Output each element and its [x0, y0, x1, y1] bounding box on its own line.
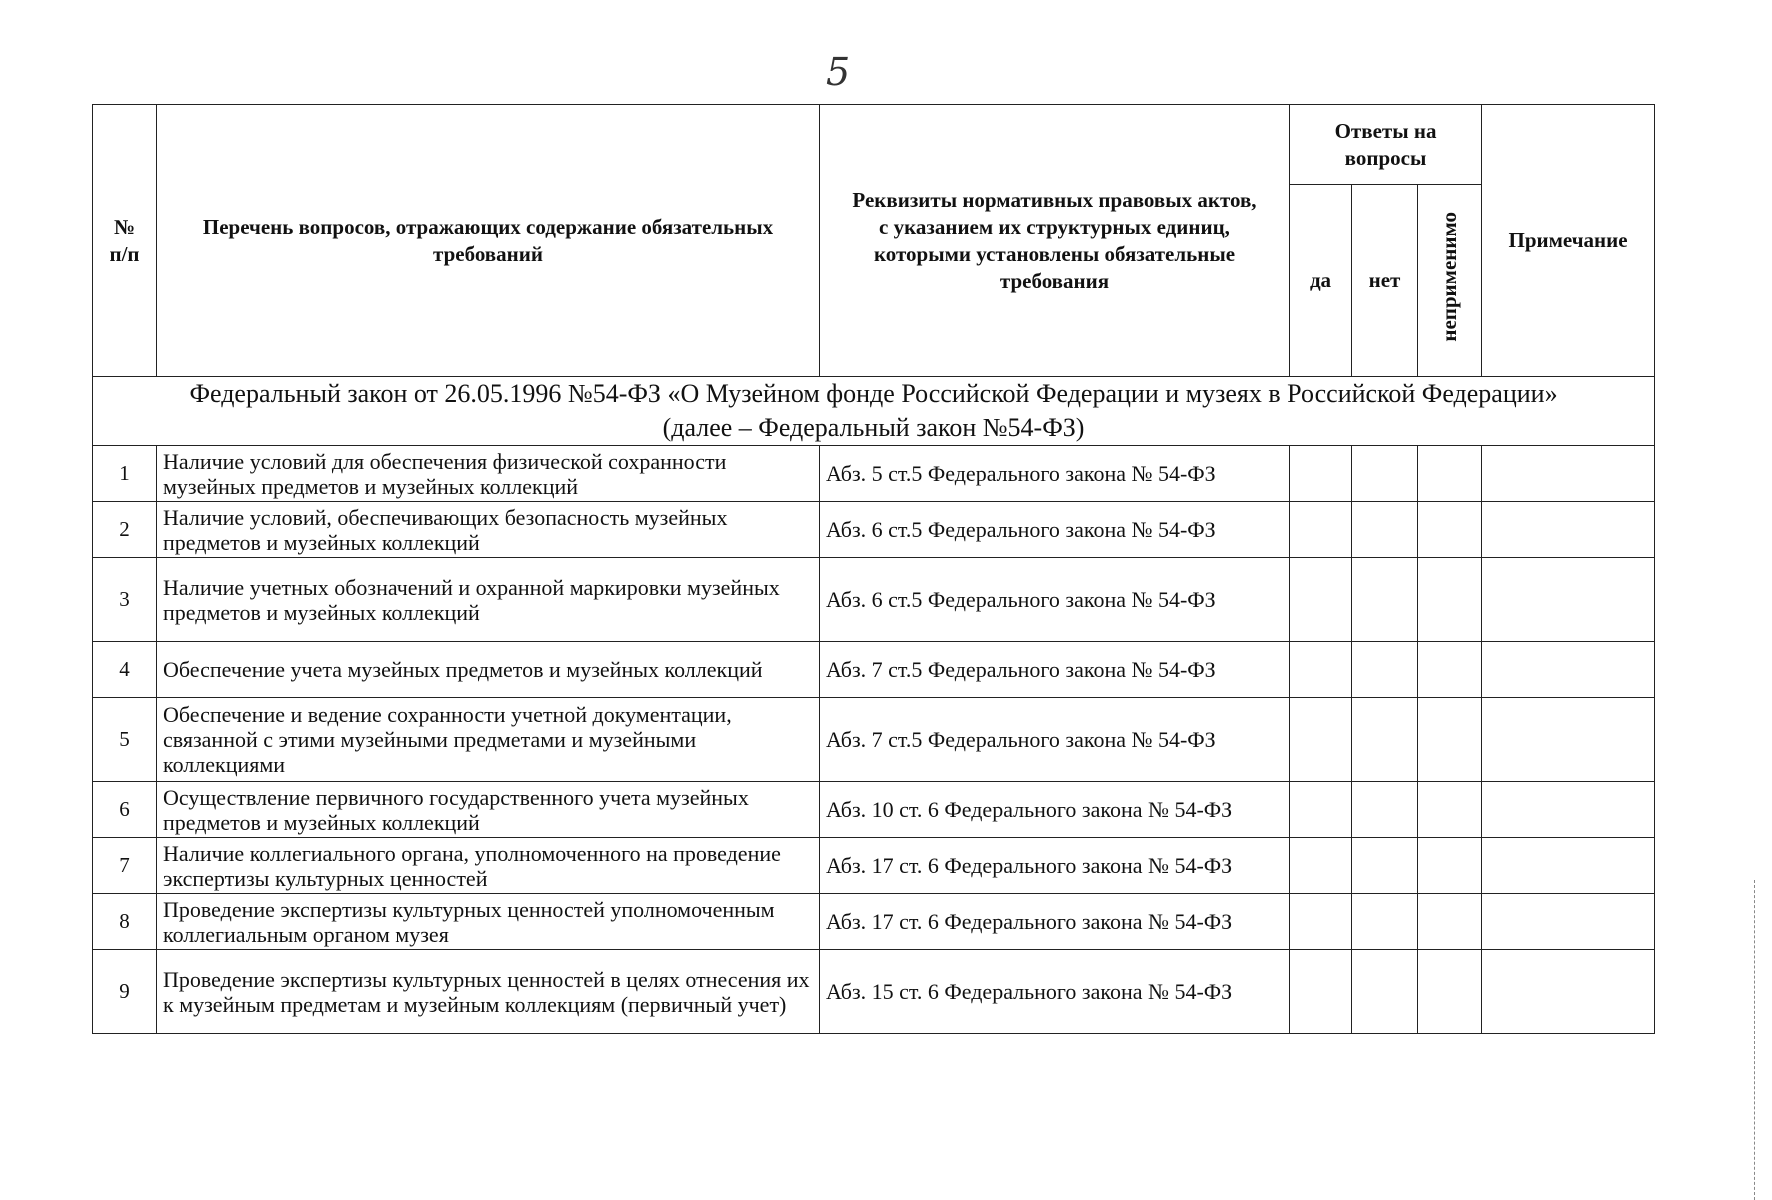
row-question: Обеспечение и ведение сохранности учетной документации, связанной с этими музейными предметами и музейными коллекциями — [157, 698, 820, 782]
note-cell[interactable] — [1482, 502, 1655, 558]
row-reference: Абз. 6 ст.5 Федерального закона № 54-ФЗ — [820, 558, 1290, 642]
checklist-table — [92, 104, 1655, 1034]
table-row — [93, 894, 1655, 950]
row-number: 5 — [93, 698, 157, 782]
row-reference: Абз. 7 ст.5 Федерального закона № 54-ФЗ — [820, 642, 1290, 698]
section-title-line2: (далее – Федеральный закон №54-ФЗ) — [662, 413, 1085, 442]
row-reference: Абз. 10 ст. 6 Федерального закона № 54-ФЗ — [820, 782, 1290, 838]
note-cell[interactable] — [1482, 894, 1655, 950]
answer-yes-cell[interactable] — [1290, 894, 1352, 950]
row-question: Наличие условий для обеспечения физической сохранности музейных предметов и музейных коллекций — [157, 446, 820, 502]
answer-no-cell[interactable] — [1352, 558, 1418, 642]
answer-yes-cell[interactable] — [1290, 782, 1352, 838]
answer-na-cell[interactable] — [1418, 642, 1482, 698]
header-yes: да — [1290, 185, 1352, 377]
header-no: нет — [1352, 185, 1418, 377]
answer-na-cell[interactable] — [1418, 782, 1482, 838]
answer-no-cell[interactable] — [1352, 446, 1418, 502]
note-cell[interactable] — [1482, 950, 1655, 1034]
answer-yes-cell[interactable] — [1290, 642, 1352, 698]
answer-na-cell[interactable] — [1418, 446, 1482, 502]
row-number: 8 — [93, 894, 157, 950]
row-number: 2 — [93, 502, 157, 558]
note-cell[interactable] — [1482, 446, 1655, 502]
row-reference: Абз. 17 ст. 6 Федерального закона № 54-ФЗ — [820, 838, 1290, 894]
row-number: 4 — [93, 642, 157, 698]
answer-yes-cell[interactable] — [1290, 950, 1352, 1034]
row-number: 7 — [93, 838, 157, 894]
row-question: Проведение экспертизы культурных ценностей в целях отнесения их к музейным предметам и музейным коллекциям (первичный учет) — [157, 950, 820, 1034]
row-reference: Абз. 17 ст. 6 Федерального закона № 54-ФЗ — [820, 894, 1290, 950]
scan-margin-artifact — [1754, 880, 1758, 1200]
section-title — [93, 377, 1655, 446]
answer-na-cell[interactable] — [1418, 838, 1482, 894]
table-row — [93, 642, 1655, 698]
header-na-label: неприменимо — [1437, 212, 1462, 342]
answer-na-cell[interactable] — [1418, 502, 1482, 558]
header-num — [93, 105, 157, 377]
note-cell[interactable] — [1482, 838, 1655, 894]
header-num-line1: № — [113, 214, 136, 239]
header-questions: Перечень вопросов, отражающих содержание обязательных требований — [157, 105, 820, 377]
table-row — [93, 558, 1655, 642]
row-question: Осуществление первичного государственного учета музейных предметов и музейных коллекций — [157, 782, 820, 838]
header-num-line2: п/п — [109, 241, 140, 266]
answer-no-cell[interactable] — [1352, 838, 1418, 894]
page-number: 5 — [826, 50, 851, 94]
answer-yes-cell[interactable] — [1290, 446, 1352, 502]
note-cell[interactable] — [1482, 558, 1655, 642]
table-row — [93, 782, 1655, 838]
table-row — [93, 446, 1655, 502]
note-cell[interactable] — [1482, 642, 1655, 698]
row-question: Наличие учетных обозначений и охранной маркировки музейных предметов и музейных коллекций — [157, 558, 820, 642]
answer-na-cell[interactable] — [1418, 894, 1482, 950]
answer-yes-cell[interactable] — [1290, 502, 1352, 558]
answer-yes-cell[interactable] — [1290, 698, 1352, 782]
row-question: Проведение экспертизы культурных ценностей уполномоченным коллегиальным органом музея — [157, 894, 820, 950]
section-title-line1: Федеральный закон от 26.05.1996 №54-ФЗ «О Музейном фонде Российской Федерации и музеях в Российской Федерации» — [189, 379, 1558, 408]
row-reference: Абз. 7 ст.5 Федерального закона № 54-ФЗ — [820, 698, 1290, 782]
row-reference: Абз. 6 ст.5 Федерального закона № 54-ФЗ — [820, 502, 1290, 558]
answer-no-cell[interactable] — [1352, 502, 1418, 558]
answer-na-cell[interactable] — [1418, 950, 1482, 1034]
answer-no-cell[interactable] — [1352, 782, 1418, 838]
answer-no-cell[interactable] — [1352, 894, 1418, 950]
row-question: Обеспечение учета музейных предметов и музейных коллекций — [157, 642, 820, 698]
answer-no-cell[interactable] — [1352, 642, 1418, 698]
answer-yes-cell[interactable] — [1290, 838, 1352, 894]
row-reference: Абз. 5 ст.5 Федерального закона № 54-ФЗ — [820, 446, 1290, 502]
header-note: Примечание — [1482, 105, 1655, 377]
header-requisites-line3: которыми установлены обязательные требования — [873, 241, 1236, 293]
answer-na-cell[interactable] — [1418, 558, 1482, 642]
section-row — [93, 377, 1655, 446]
answer-yes-cell[interactable] — [1290, 558, 1352, 642]
row-question: Наличие условий, обеспечивающих безопасность музейных предметов и музейных коллекций — [157, 502, 820, 558]
row-reference: Абз. 15 ст. 6 Федерального закона № 54-ФЗ — [820, 950, 1290, 1034]
table-row — [93, 838, 1655, 894]
row-number: 3 — [93, 558, 157, 642]
header-requisites-line1: Реквизиты нормативных правовых актов, — [852, 187, 1257, 212]
table-header — [93, 105, 1655, 377]
note-cell[interactable] — [1482, 698, 1655, 782]
answer-na-cell[interactable] — [1418, 698, 1482, 782]
row-number: 9 — [93, 950, 157, 1034]
row-number: 6 — [93, 782, 157, 838]
header-requisites-line2: с указанием их структурных единиц, — [879, 214, 1230, 239]
table-row — [93, 698, 1655, 782]
table-row — [93, 950, 1655, 1034]
answer-no-cell[interactable] — [1352, 698, 1418, 782]
row-number: 1 — [93, 446, 157, 502]
note-cell[interactable] — [1482, 782, 1655, 838]
header-answers: Ответы на вопросы — [1290, 105, 1482, 185]
header-na — [1418, 185, 1482, 377]
answer-no-cell[interactable] — [1352, 950, 1418, 1034]
table-row — [93, 502, 1655, 558]
row-question: Наличие коллегиального органа, уполномоченного на проведение экспертизы культурных ценностей — [157, 838, 820, 894]
header-requisites — [820, 105, 1290, 377]
